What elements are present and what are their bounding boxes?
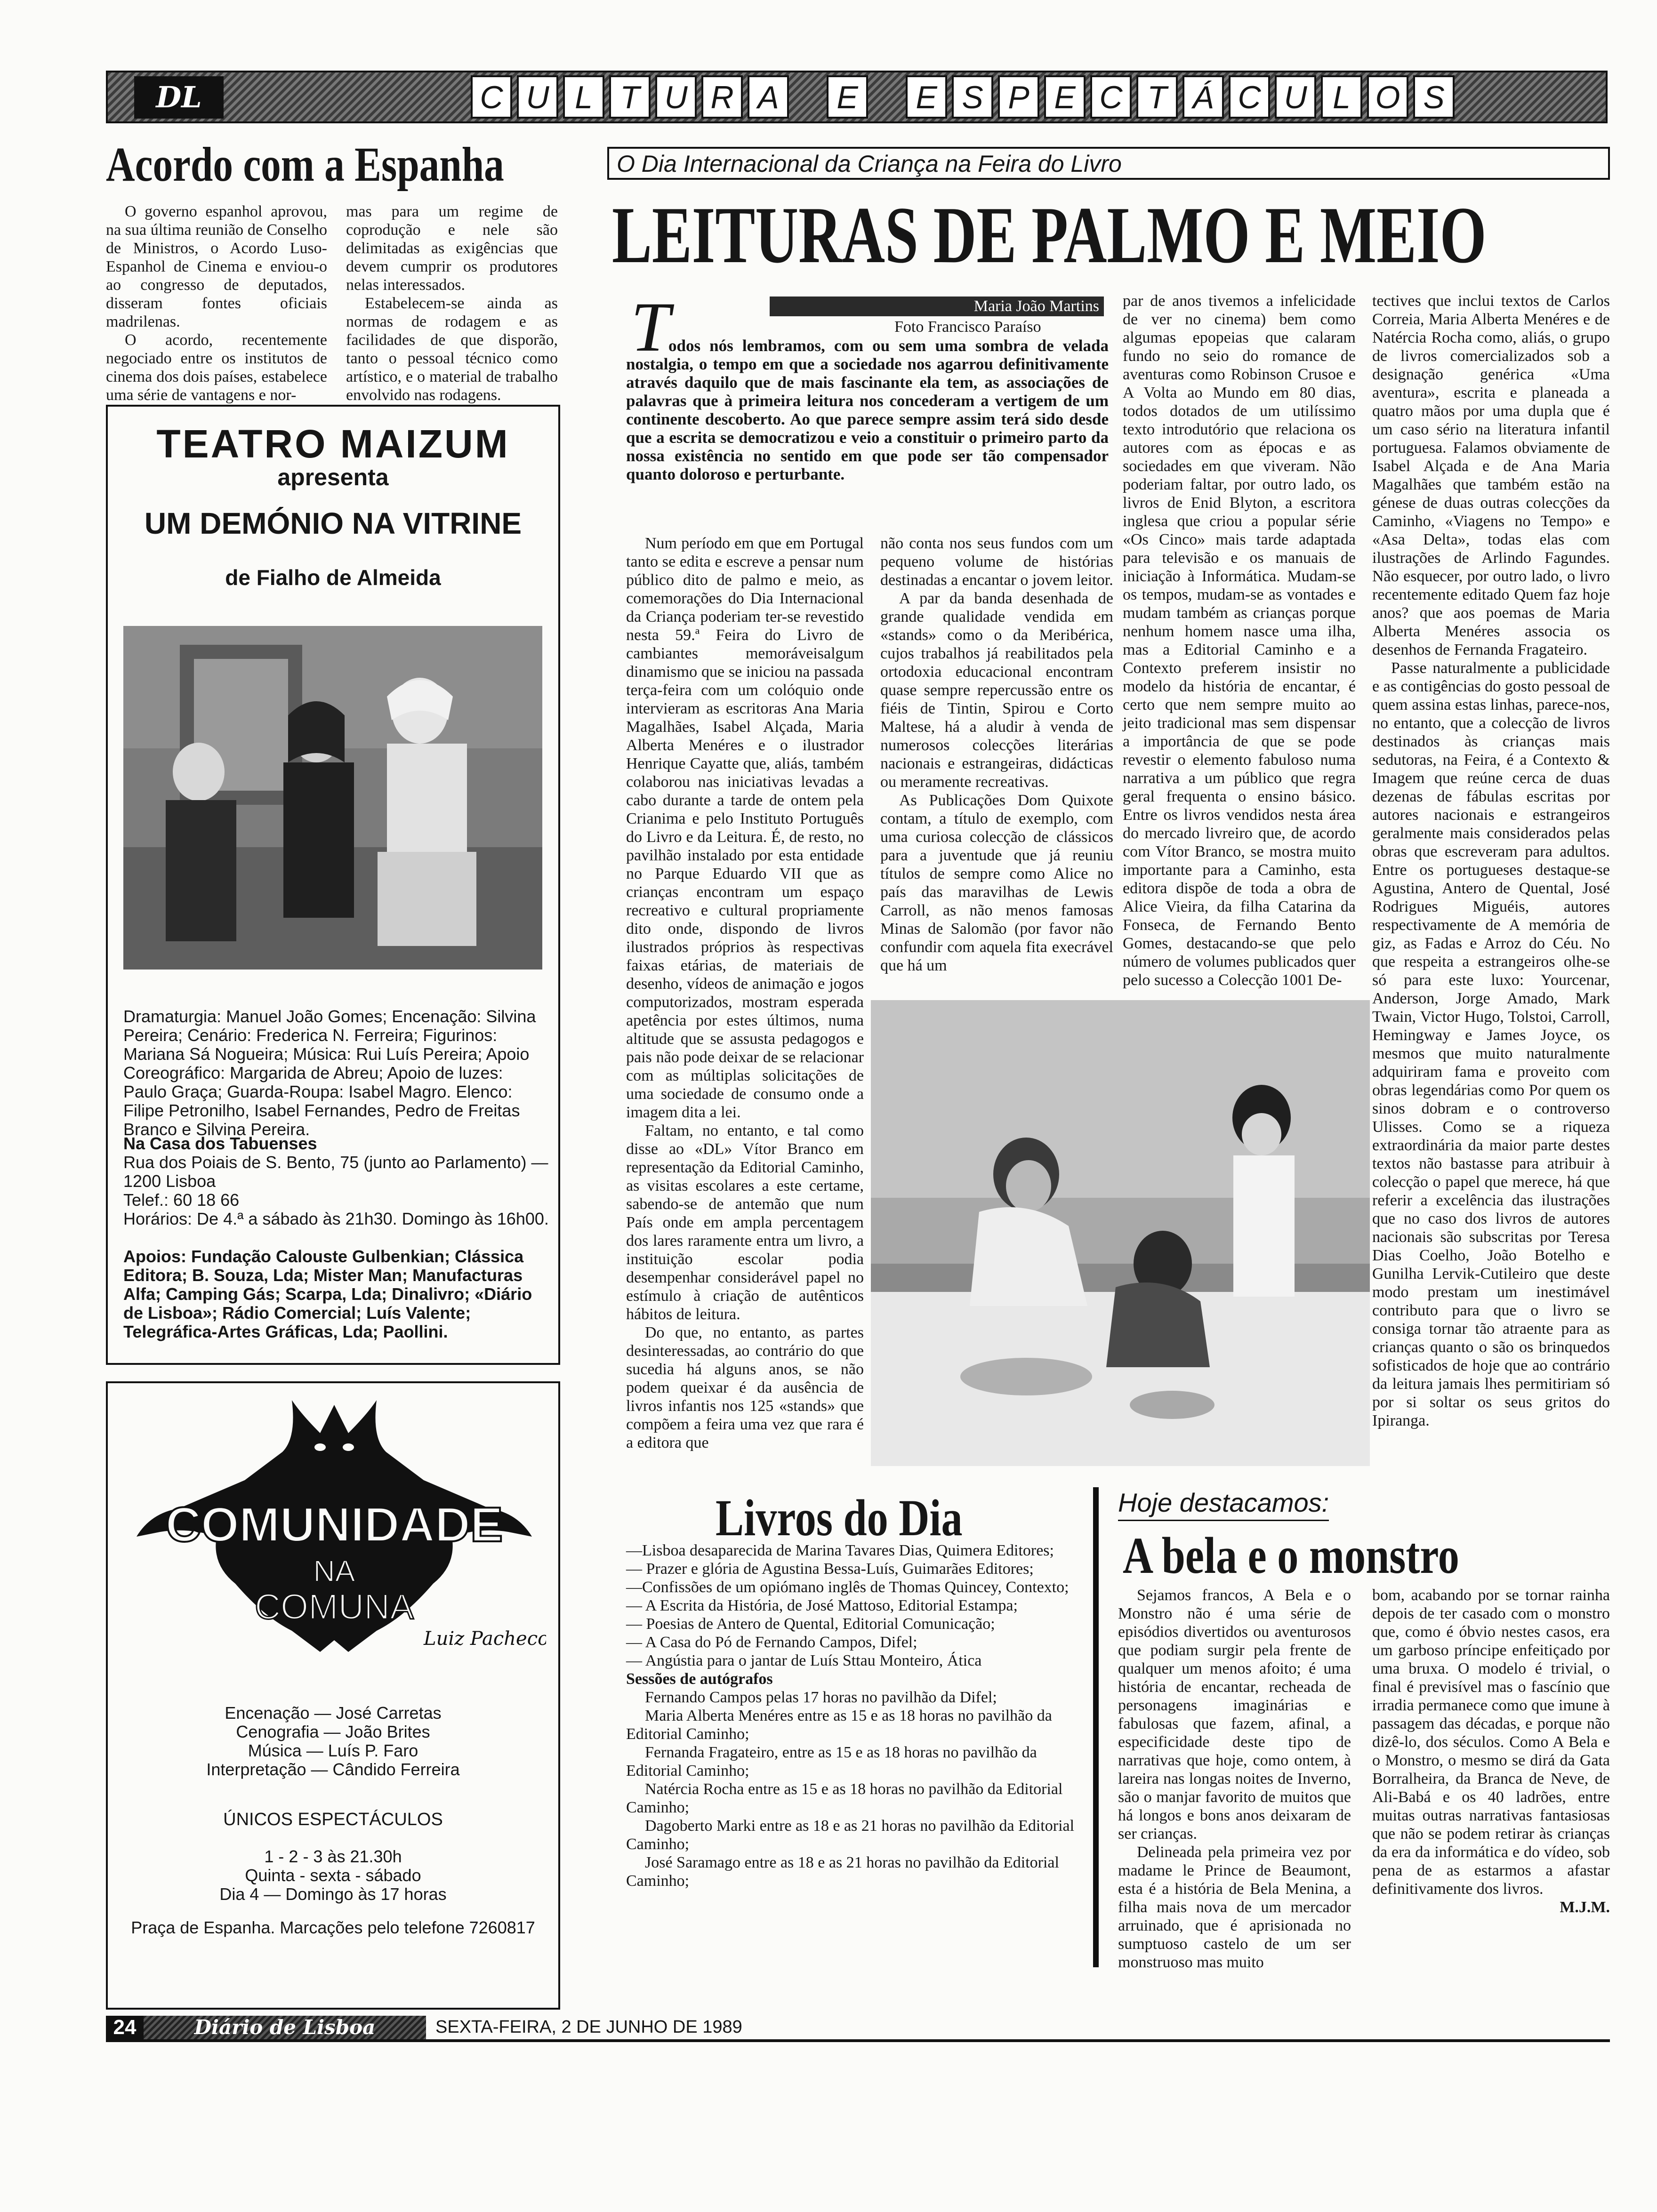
drop-cap: T [631, 288, 670, 366]
paragraph: Faltam, no entanto, e tal como disse ao «DL» Vítor Branco em representação da Editorial Caminho, as visitas escolares a este certame, sabendo-se de antemão que num País onde em ampla percentagem dos lares raramente entra um livro, a instituição escolar podia desempenhar considerável papel no estímulo à criação de autênticos hábitos de leitura. [626, 1122, 864, 1323]
main-kicker: O Dia Internacional da Criança na Feira do Livro [617, 151, 1122, 177]
paragraph: Do que, no entanto, as partes desinteressadas, ao contrário do que sucedia há alguns anos, se não podem queixar é da ausência de livros infantis nos 125 «stands» que compõem a feira uma vez que rara é a editora que [626, 1324, 864, 1451]
paragraph: Estabelecem-se ainda as normas de rodagem e as facilidades de que disporão, tanto o pessoal técnico como artístico, e o material de trabalho envolvido nas rodagens. [346, 295, 558, 404]
teatro-ad-apresenta: apresenta [277, 464, 389, 490]
comuna-ad-credits [106, 1704, 560, 1779]
paragraph: Sejamos francos, A Bela e o Monstro não é uma série de episódios divertidos ou aventurosos que podiam surgir pela frente de qualquer um menos afoito; é uma história de encantar, recheada de personagens imaginárias e fabulosas que fazem, afinal, a especificidade deste tipo de narrativas que hoje, como ontem, à lareira nas longas noites de Inverno, são o manjar favorito de muitos que há longos e bons anos deixaram de ser crianças. [1118, 1587, 1351, 1843]
acordo-column-1 [106, 202, 327, 404]
autograph-session: Maria Alberta Menéres entre as 15 e as 18 horas no pavilhão da Editorial Caminho; [626, 1707, 1052, 1743]
paragraph: Num período em que em Portugal tanto se edita e escreve a pensar num público dito de palmo e meio, as comemorações do Dia Internacional da Criança poderiam ter-se revestido nesta 59.ª Feira do Livro de cambiantes memoráveisalgum dinamismo que se iniciou na passada terça-feira com um colóquio onde intervieram as escritoras Ana Maria Magalhães, Isabel Alçada, Maria Alberta Menéres e o ilustrador Henrique Cayatte que, aliás, também colaborou nas iniciativas levadas a cabo durante a tarde de ontem pela Crianima e pelo Instituto Português do Livro e da Leitura. É, de resto, no pavilhão instalado por esta entidade no Parque Eduardo VII que as crianças encontram um espaço recreativo e cultural propriamente dito onde, dispondo de livros ilustrados próprios às respectivas faixas etárias, de materiais de desenho, vídeos de animação e jogos computorizados, mostram esperada apetência por estes últimos, numa altitude que se assusta pedagogos e pais não pode deixar de se relacionar com as múltiplas solicitações de uma sociedade de consumo onde a imagem dita a lei. [626, 535, 864, 1121]
section-letter: Á [1182, 75, 1224, 119]
paragraph: O governo espanhol aprovou, na sua última reunião de Conselho de Ministros, o Acordo Luso-Espanhol de Cinema e enviou-o ao congresso de deputados, disseram fontes oficiais madrilenas. [106, 203, 327, 330]
hoje-kicker: Hoje destacamos: [1118, 1487, 1329, 1521]
teatro-ad-venue [123, 1134, 549, 1228]
paragraph: mas para um regime de coprodução e nele são delimitadas as exigências que devem cumprir os produtores nelas interessados. [346, 203, 558, 294]
paragraph: tectives que inclui textos de Carlos Correia, Maria Alberta Menéres e de Natércia Rocha como, aliás, o grupo de livros comercializados sob a designação genérica «Uma aventura», escrita e planeada a quatro mãos por uma dupla que é um caso sério na literatura infantil portuguesa. Falamos obviamente de Isabel Alçada e de Ana Maria Magalhães que também estão na génese de duas outras colecções da Caminho, «Viagens no Tempo» e «Asa Delta», todas elas com ilustrações de Arlindo Fagundes. Não esquecer, por outro lado, o livro recentemente editado Quem faz hoje anos? que aos poemas de Maria Alberta Menéres associa os desenhos de Fernanda Fragateiro. [1372, 292, 1610, 658]
section-letter: C [471, 75, 512, 119]
paragraph: Delineada pela primeira vez por madame le Prince de Beaumont, esta é a história de Bela Menina, a filha mais nova de um mercador arruinado, que é aprisionada no sumptuoso castelo de um ser monstruoso mas muito [1118, 1843, 1351, 1971]
autograph-session: Dagoberto Marki entre as 18 e as 21 horas no pavilhão da Editorial Caminho; [626, 1817, 1075, 1853]
section-title [471, 75, 1455, 119]
section-letter: C [1090, 75, 1132, 119]
main-column-3 [1123, 292, 1356, 989]
paragraph: não conta nos seus fundos com um pequeno volume de histórias destinadas a encantar o jovem leitor. [880, 535, 1113, 589]
newspaper-masthead: Diário de Lisboa [144, 2016, 426, 2039]
section-letter: O [1367, 75, 1408, 119]
section-letter: E [906, 75, 947, 119]
paragraph: O acordo, recentemente negociado entre os institutos de cinema dos dois países, estabelece uma série de vantagens e nor- [106, 331, 327, 404]
venue-hours: Horários: De 4.ª a sábado às 21h30. Domingo às 16h00. [123, 1209, 549, 1228]
section-letter: A [748, 75, 789, 119]
children-photo [871, 1000, 1370, 1466]
section-letter: C [1229, 75, 1270, 119]
author-initials: M.J.M. [1560, 1899, 1610, 1916]
livros-headline: Livros do Dia [716, 1489, 963, 1547]
venue-address: Rua dos Poiais de S. Bento, 75 (junto ao Parlamento) — 1200 Lisboa [123, 1153, 548, 1191]
book-item: — A Escrita da História, de José Mattoso, Editorial Estampa; [626, 1597, 1018, 1614]
autograph-session: José Saramago entre as 18 e as 21 horas no pavilhão da Editorial Caminho; [626, 1854, 1059, 1890]
credit-line: Interpretação — Cândido Ferreira [206, 1760, 460, 1779]
comuna-ad-schedule [106, 1847, 560, 1904]
bela-headline: A bela e o monstro [1123, 1527, 1459, 1584]
teatro-ad-sponsors: Apoios: Fundação Calouste Gulbenkian; Clássica Editora; B. Souza, Lda; Mister Man; Manufacturas Alfa; Camping Gás; Scarpa, Lda; Dinalivro; «Diário de Lisboa»; Rádio Comercial; Luís Valente; Telegráfica-Artes Gráficas, Lda; Paollini. [123, 1247, 532, 1341]
section-letter: E [1044, 75, 1086, 119]
comuna-signature: Luiz Pacheco [424, 1628, 546, 1650]
teatro-ad-author: de Fialho de Almeida [225, 565, 441, 590]
lead-paragraph: odos nós lembramos, com ou sem uma sombra de velada nostalgia, o tempo em que a sociedade nos agarrou definitivamente através daquilo que de mais fascinante ela tem, as associações de palavras que à primeira leitura nos concederam a vertigem de um continente descoberto. Ao que parece sempre assim terá sido desde que a escrita se democratizou e veio a constituir o primeiro parto da nossa existência no sentido em que pode ser tão compensador quanto doloroso e perturbante. [626, 337, 1109, 483]
book-item: — Angústia para o jantar de Luís Sttau Monteiro, Ática [626, 1652, 982, 1669]
schedule-line: Dia 4 — Domingo às 17 horas [219, 1884, 447, 1904]
section-letter: T [609, 75, 651, 119]
autograph-session: Fernando Campos pelas 17 horas no pavilhão da Difel; [645, 1689, 997, 1706]
autograph-session: Natércia Rocha entre as 15 e as 18 horas no pavilhão da Editorial Caminho; [626, 1780, 1063, 1816]
teatro-ad-credits: Dramaturgia: Manuel João Gomes; Encenação: Silvina Pereira; Cenário: Frederica N. Ferreira; Figurinos: Mariana Sá Nogueira; Música: Rui Luís Pereira; Apoio Coreográfico: Margarida de Abreu; Apoio de luzes: Paulo Graça; Guarda-Roupa: Isabel Magro. Elenco: Filipe Petronilho, Isabel Fernandes, Pedro de Freitas Branco e Silvina Pereira. [123, 1007, 536, 1139]
credit-line: Música — Luís P. Faro [248, 1741, 418, 1760]
paragraph: bom, acabando por se tornar rainha depois de ter casado com o monstro que, como é óbvio nestes casos, era um garboso príncipe enfeitiçado por uma bruxa. O modelo é trivial, o final é previsível mas o fascínio que irradia permanece como que imune à passagem das décadas, e porque não dizê-lo, dos séculos. Como A Bela e o Monstro, o mesmo se dirá da Gata Borralheira, da Branca de Neve, de Ali-Babá e os 40 ladrões, entre muitas outras narrativas fantasiosas que não se podem retirar às crianças da era da informática e do vídeo, sob pena de as estarmos a afastar definitivamente dos livros. [1372, 1587, 1610, 1898]
comuna-ad-bookings: Praça de Espanha. Marcações pelo telefone 7260817 [131, 1918, 535, 1937]
venue-phone: Telef.: 60 18 66 [123, 1190, 240, 1210]
teatro-ad-title: TEATRO MAIZUM [156, 422, 510, 466]
autographs-heading: Sessões de autógrafos [626, 1670, 773, 1688]
credit-line: Encenação — José Carretas [225, 1703, 442, 1723]
issue-date: SEXTA-FEIRA, 2 DE JUNHO DE 1989 [435, 2017, 742, 2037]
book-item: — A Casa do Pó de Fernando Campos, Difel; [626, 1634, 917, 1651]
book-item: — Prazer e glória de Agustina Bessa-Luís, Guimarães Editores; [626, 1560, 1034, 1578]
schedule-line: 1 - 2 - 3 às 21.30h [264, 1847, 402, 1866]
footer-rule [106, 2039, 1610, 2042]
venue-name: Na Casa dos Tabuenses [123, 1134, 317, 1153]
main-column-4 [1372, 292, 1610, 1430]
section-letter: U [1275, 75, 1316, 119]
section-letter-gap [873, 75, 901, 119]
credit-line: Cenografia — João Brites [236, 1722, 430, 1741]
autograph-session: Fernanda Fragateiro, entre as 15 e as 18 horas no pavilhão da Editorial Caminho; [626, 1744, 1037, 1779]
section-letter: U [655, 75, 697, 119]
page-number: 24 [106, 2016, 144, 2039]
section-letter: E [827, 75, 868, 119]
cast-photo-illustration [123, 626, 542, 970]
teatro-ad-play-title: UM DEMÓNIO NA VITRINE [144, 506, 522, 540]
paragraph: A par da banda desenhada de grande qualidade vendida em «stands» como o da Meribérica, cujos trabalhos já reabilitados pela ortodoxia educacional encontram quase sempre repercussão entre os fiéis de Tintin, Spirou e Corto Maltese, há a aludir à venda de numerosos colecções literárias nacionais e estrangeiras, didácticas ou meramente recreativas. [880, 590, 1113, 791]
photo-credit: Foto Francisco Paraíso [894, 318, 1041, 336]
dl-logo: DL [134, 76, 224, 119]
section-letter: S [1413, 75, 1455, 119]
acordo-column-2 [346, 202, 558, 404]
paragraph: As Publicações Dom Quixote contam, a título de exemplo, com uma curiosa colecção de clássicos para a juventude que já reuniu títulos de sempre como Alice no país das maravilhas de Lewis Carroll, as não menos famosas Minas de Salomão (por favor não confundir com aquela fita execrável que há um [880, 792, 1113, 974]
main-headline: LEITURAS DE PALMO E MEIO [612, 191, 1487, 280]
schedule-line: Quinta - sexta - sábado [245, 1866, 421, 1885]
section-letter: L [1321, 75, 1362, 119]
section-letter: T [1136, 75, 1178, 119]
main-column-1 [626, 534, 864, 1452]
livros-list [626, 1541, 1097, 1890]
byline: Maria João Martins [770, 297, 1104, 316]
paragraph: par de anos tivemos a infelicidade de ver no cinema) bem como algumas epopeias que calaram fundo no seio do romance de aventuras como Robinson Crusoe e A Volta ao Mundo em 80 dias, todos dotados de um utilíssimo texto introdutório que relaciona os autores com as épocas e as sociedades em que viveram. Não poderiam faltar, por outro lado, os livros de Enid Blyton, a escritora inglesa que criou a popular série «Os Cinco» mais tarde adaptada para televisão e os manuais de iniciação à Informática. Mudam-se os tempos, mudam-se as vontades e mudam também as crianças porque nenhum homem nasce uma ilha, mas a Editorial Caminho e a Contexto preferem insistir no modelo da história de encantar, é certo que nem sempre muito ao jeito tradicional mas sem dispensar a importância de que se pode revestir o elemento fabuloso numa narrativa a um público que regra geral frequenta o ensino básico. Entre os livros vendidos nesta área do mercado livreiro que, de acordo com Vítor Branco, se mostra muito importante para a Caminho, esta editora dispõe de toda a obra de Alice Vieira, da filha Catarina da Fonseca, de Fernando Bento Gomes, destacando-se que pelo número de volumes publicados quer pelo sucesso a Colecção 1001 De- [1123, 292, 1356, 989]
section-letter: R [701, 75, 743, 119]
book-item: —Confissões de um opiómano inglês de Thomas Quincey, Contexto; [626, 1579, 1069, 1596]
comuna-title-line-2: NA [313, 1554, 355, 1588]
comuna-ad-graphic [122, 1395, 546, 1659]
section-letter-gap [794, 75, 822, 119]
book-item: —Lisboa desaparecida de Marina Tavares Dias, Quimera Editores; [626, 1542, 1054, 1559]
column-rule [1093, 1487, 1099, 1967]
children-reading-illustration [871, 1000, 1370, 1466]
acordo-headline: Acordo com a Espanha [106, 137, 504, 192]
main-column-2 [880, 534, 1113, 975]
section-letter: P [998, 75, 1039, 119]
comuna-ad-unicos: ÚNICOS ESPECTÁCULOS [223, 1810, 443, 1829]
bela-column-1 [1118, 1586, 1351, 1972]
section-letter: S [952, 75, 993, 119]
book-item: — Poesias de Antero de Quental, Editorial Comunicação; [626, 1615, 995, 1633]
devil-figure-illustration [122, 1395, 546, 1659]
bela-column-2 [1372, 1586, 1610, 1916]
comuna-title-line-1: COMUNIDADE [165, 1498, 503, 1552]
paragraph: Passe naturalmente a publicidade e as contigências do gosto pessoal de quem assina estas linhas, parece-nos, no entanto, que a colecção de livros destinados às crianças mais sedutoras, na Feira, é a Contexto & Imagem que reúne cerca de duas dezenas de fábulas escritas por autores nacionais e estrangeiros geralmente mais considerados pelas obras que escreveram para adultos. Entre os portugueses destaque-se Agustina, Antero de Quental, José Rodrigues Miguéis, autores respectivamente de A memória de giz, as Fadas e Arroz do Céu. No que respeita a estrangeiros olhe-se só para este luxo: Yourcenar, Anderson, Jorge Amado, Mark Twain, Victor Hugo, Tolstoi, Carroll, Hemingway e James Joyce, os mesmos que muito naturalmente adquiriram fama e proveito com obras legendárias como Por quem os sinos dobram e o controverso Ulisses. Como se a riqueza extraordinária da maior parte destes textos não bastasse para atribuir à colecção o papel que merece, há que referir a excelência das ilustrações que no caso dos livros de autores nacionais são subscritas por Teresa Dias Coelho, João Botelho e Gunilha Lervik-Cutileiro que deste modo prestam um inestimável contributo para que o livro se consiga tornar tão atraente para as crianças quanto o são os brinquedos sofisticados de hoje que ao contrário da leitura jamais lhes permitiriam só por si soltar os seus gritos do Ipiranga. [1372, 659, 1610, 1429]
comuna-title-line-3: COMUNA [255, 1587, 414, 1627]
section-letter: L [563, 75, 604, 119]
teatro-cast-photo [123, 626, 542, 970]
section-letter: U [517, 75, 558, 119]
